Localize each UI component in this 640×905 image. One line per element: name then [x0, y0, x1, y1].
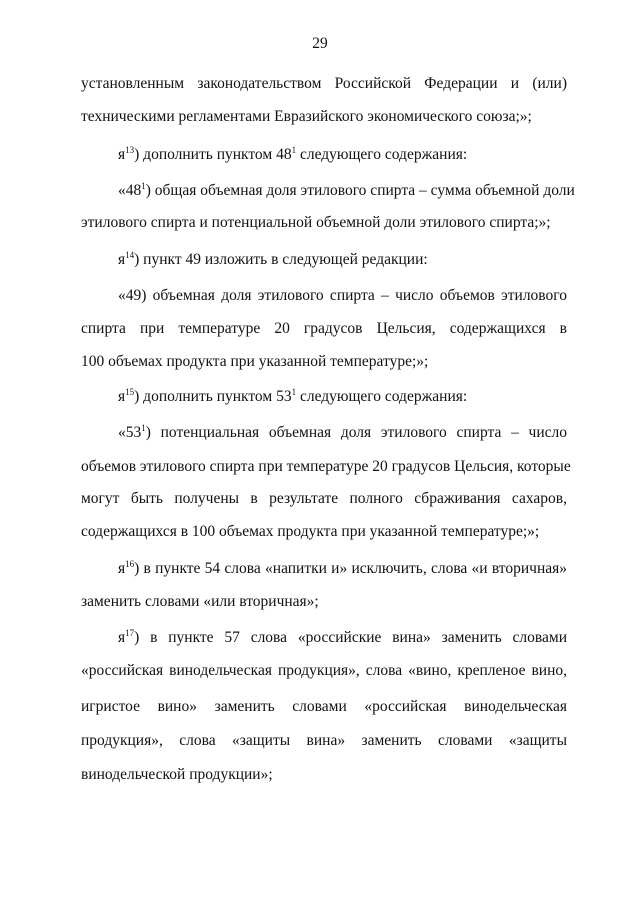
definition-49-line-3: 100 объемах продукта при указанной температуре;»; [81, 353, 429, 370]
amendment-ya17-line-5: винодельческой продукции»; [81, 766, 273, 783]
paragraph-line-2: техническими регламентами Евразийского экономического союза;»; [81, 108, 532, 125]
amendment-ya16-line-2: заменить словами «или вторичная»; [81, 593, 319, 610]
definition-49-line-2: спирта при температуре 20 градусов Цельсия, содержащихся в [81, 320, 567, 337]
definition-48-1-line: «$48^1$) общая объемная доля этилового спирта – сумма объемной доли [118, 181, 575, 199]
amendment-ya16-line: $я^{16}$) в пункте 54 слова «напитки и» исключить, слова «и вторичная» [118, 559, 567, 577]
definition-48-1-line-2: этилового спирта и потенциальной объемной доли этилового спирта;»; [81, 214, 551, 231]
definition-53-1-line-2: объемов этилового спирта при температуре 20 градусов Цельсия, которые [81, 458, 571, 475]
definition-53-1-line-4: содержащихся в 100 объемах продукта при указанной температуре;»; [81, 523, 540, 540]
paragraph-line-1: установленным законодательством Российской Федерации и (или) [81, 75, 567, 92]
amendment-ya17-line-3: игристое вино» заменить словами «российская винодельческая [81, 698, 567, 715]
amendment-ya14-line: $я^{14}$) пункт 49 изложить в следующей редакции: [118, 250, 428, 268]
definition-53-1-line: «$53^1$) потенциальная объемная доля этилового спирта – число [118, 423, 567, 441]
amendment-ya15-line: $я^{15}$) дополнить пунктом $53^1$ следующего содержания: [118, 387, 468, 405]
definition-53-1-line-3: могут быть получены в результате полного сбраживания сахаров, [81, 490, 567, 507]
amendment-ya13-line: $я^{13}$) дополнить пунктом $48^1$ следующего содержания: [118, 145, 468, 163]
amendment-ya17-line-4: продукция», слова «защиты вина» заменить словами «защиты [81, 732, 567, 749]
amendment-ya17-line-2: «российская винодельческая продукция», слова «вино, крепленое вино, [81, 662, 567, 679]
page-number: 29 [312, 35, 328, 52]
definition-49-line: «49) объемная доля этилового спирта – число объемов этилового [118, 287, 567, 304]
amendment-ya17-line: $я^{17}$) в пункте 57 слова «российские вина» заменить словами [118, 628, 567, 646]
